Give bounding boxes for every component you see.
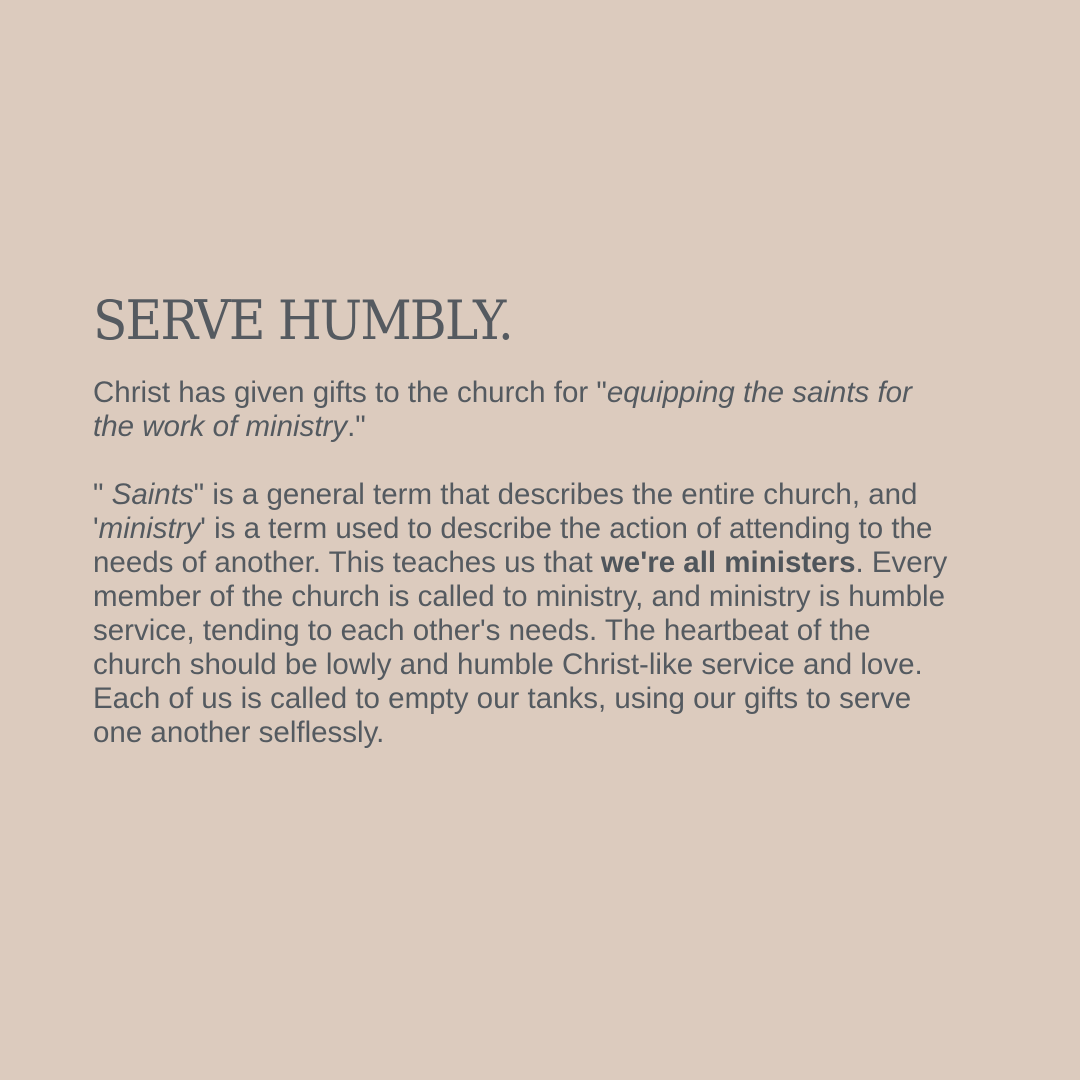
intro-text: Christ has given gifts to the church for "	[93, 376, 607, 409]
saints-term: Saints	[111, 478, 194, 511]
content-block	[93, 288, 953, 750]
intro-paragraph	[93, 376, 953, 444]
page-title: SERVE HUMBLY.	[93, 289, 513, 352]
body-text-c: . Every member of the church is called to ministry, and ministry is humble service, tending to each other's needs. The heartbeat of the church should be lowly and humble Christ-like service and love. Each of us is called to empty our tanks, using our gifts to serve one another selflessly.	[93, 546, 948, 749]
body-text-a: " is a general term that describes the entire church, and '	[93, 478, 918, 545]
open-quote: "	[93, 478, 112, 511]
intro-close: ."	[347, 410, 366, 443]
ministry-term: ministry	[98, 512, 201, 545]
body-paragraph	[93, 478, 953, 750]
emphasis-ministers: we're all ministers	[600, 546, 856, 579]
body-text-b: ' is a term used to describe the action of attending to the needs of another. This teaches us that	[93, 512, 933, 579]
scripture-quote: equipping the saints for the work of ministry	[93, 376, 912, 443]
